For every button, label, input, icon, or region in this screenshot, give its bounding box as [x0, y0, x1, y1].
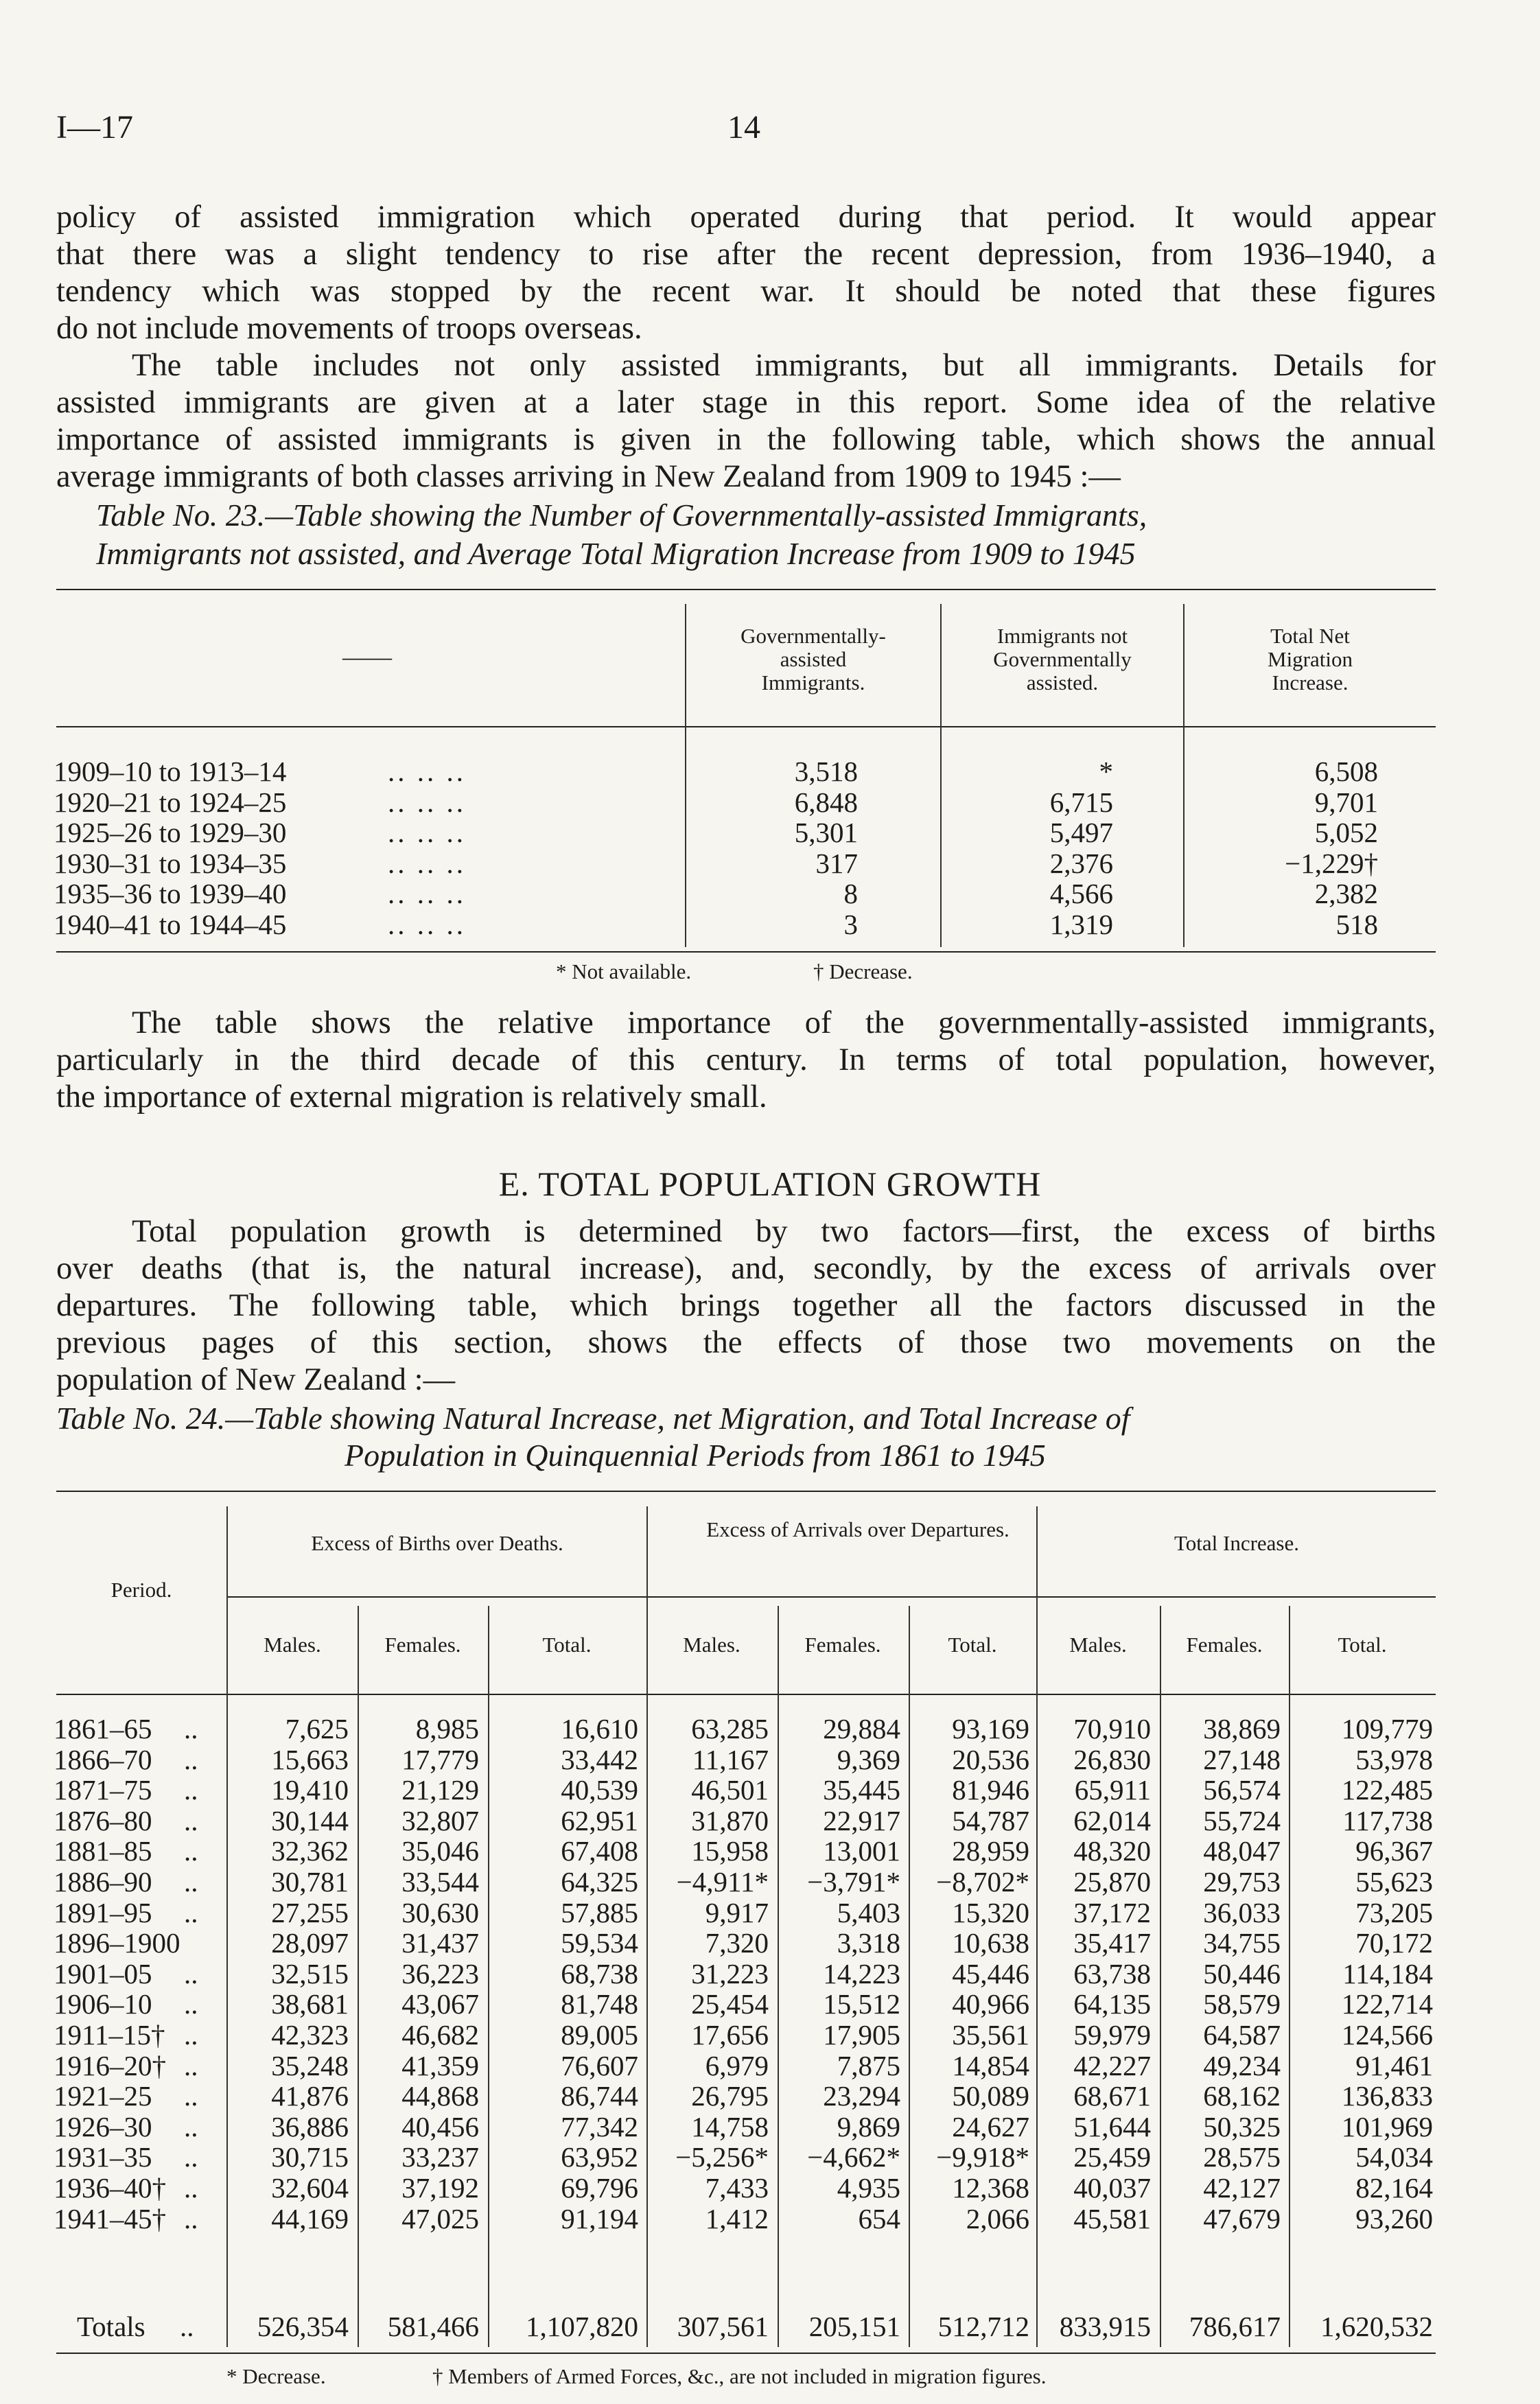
cell-assisted: 3: [843, 908, 858, 940]
table-cell: 76,607: [561, 2049, 638, 2081]
table-cell: 55,724: [1203, 1804, 1281, 1836]
table-cell: 23,294: [823, 2080, 900, 2112]
sub-header: Females.: [384, 1633, 461, 1657]
column-divider: [488, 1606, 489, 2347]
table-cell: 45,446: [952, 1957, 1029, 1989]
table-cell: 114,184: [1342, 1957, 1433, 1989]
table-cell: 36,033: [1203, 1896, 1281, 1928]
cell-net-increase: 9,701: [1314, 786, 1378, 818]
table-cell: 27,148: [1203, 1743, 1281, 1775]
table-rule: [56, 589, 1436, 590]
table-cell: 37,172: [1073, 1896, 1151, 1928]
table-cell: 26,795: [691, 2080, 769, 2112]
paragraph-1: [56, 199, 1436, 347]
table-23-caption: Table No. 23.—Table showing the Number of Governmentally-assisted Immigrants,: [96, 498, 1147, 533]
text-line: do not include movements of troops overseas.: [56, 311, 642, 346]
row-period: 1861–65: [54, 1713, 152, 1744]
table-cell: −4,911*: [676, 1866, 769, 1898]
table-cell: 38,681: [271, 1988, 349, 2020]
footnote-decrease: * Decrease.: [226, 2364, 326, 2388]
row-period: 1886–90: [54, 1866, 152, 1898]
table-cell: 9,369: [837, 1743, 900, 1775]
table-cell: 30,630: [401, 1896, 479, 1928]
sub-header: Total.: [1338, 1633, 1387, 1657]
table-cell: 37,192: [401, 2172, 479, 2204]
header-line: assisted: [780, 647, 847, 671]
column-header-net-migration: [1185, 625, 1436, 695]
table-cell: 86,744: [561, 2080, 638, 2112]
row-period: 1940–41 to 1944–45: [54, 908, 287, 940]
table-cell: 53,978: [1355, 1743, 1433, 1775]
table-rule: [226, 1596, 1436, 1598]
table-cell: 34,755: [1203, 1927, 1281, 1959]
cell-net-increase: −1,229†: [1285, 847, 1378, 879]
row-leader: ..: [184, 2049, 198, 2081]
table-cell: 786,617: [1189, 2311, 1281, 2342]
table-cell: 28,959: [952, 1835, 1029, 1867]
row-leader: .. .. ..: [388, 786, 466, 818]
table-cell: 526,354: [257, 2311, 349, 2342]
table-cell: 21,129: [401, 1774, 479, 1806]
table-cell: 41,876: [271, 2080, 349, 2112]
table-cell: 47,679: [1203, 2202, 1281, 2234]
table-cell: 25,459: [1073, 2141, 1151, 2173]
table-cell: 14,758: [691, 2110, 769, 2143]
table-cell: 81,748: [561, 1988, 638, 2020]
row-leader: ..: [184, 1866, 198, 1898]
text-line: the importance of external migration is relatively small.: [56, 1080, 767, 1115]
table-cell: 28,097: [271, 1927, 349, 1959]
header-line: Immigrants.: [761, 670, 865, 695]
row-leader: ..: [184, 2019, 198, 2051]
table-cell: 117,738: [1342, 1804, 1433, 1836]
table-cell: 24,627: [952, 2110, 1029, 2143]
text-line: average immigrants of both classes arriving in New Zealand from 1909 to 1945 :—: [56, 459, 1121, 494]
table-cell: 40,456: [401, 2110, 479, 2143]
table-24-caption-line2: Population in Quinquennial Periods from 1861 to 1945: [345, 1438, 1046, 1473]
table-cell: 41,359: [401, 2049, 479, 2081]
table-cell: 47,025: [401, 2202, 479, 2234]
sub-header: Total.: [948, 1633, 997, 1657]
table-cell: 33,442: [561, 1743, 638, 1775]
cell-not-assisted: 5,497: [1049, 817, 1113, 848]
table-cell: 3,318: [837, 1927, 900, 1959]
table-cell: 25,870: [1073, 1866, 1151, 1898]
table-cell: 62,014: [1073, 1804, 1151, 1836]
row-leader: ..: [184, 1988, 198, 2020]
table-cell: −8,702*: [936, 1866, 1029, 1898]
table-cell: 7,625: [285, 1713, 349, 1744]
table-cell: 28,575: [1203, 2141, 1281, 2173]
table-cell: 64,325: [561, 1866, 638, 1898]
table-cell: 5,403: [837, 1896, 900, 1928]
table-cell: 109,779: [1341, 1713, 1433, 1744]
table-cell: 59,979: [1073, 2019, 1151, 2051]
column-divider: [1289, 1606, 1290, 2347]
table-cell: 1,620,532: [1320, 2311, 1433, 2342]
table-cell: 6,979: [705, 2049, 769, 2081]
table-cell: 46,501: [691, 1774, 769, 1806]
table-cell: 40,037: [1073, 2172, 1151, 2204]
row-period: 1881–85: [54, 1835, 152, 1867]
table-cell: 15,512: [823, 1988, 900, 2020]
table-cell: 58,579: [1203, 1988, 1281, 2020]
text-line: departures. The following table, which brings together all the factors discussed in the: [56, 1288, 1436, 1323]
sub-header: Females.: [1186, 1633, 1263, 1657]
table-cell: 15,958: [691, 1835, 769, 1867]
table-cell: 63,738: [1073, 1957, 1151, 1989]
table-cell: 29,884: [823, 1713, 900, 1744]
row-leader: ..: [184, 1743, 198, 1775]
table-cell: 16,610: [561, 1713, 638, 1744]
text-line: particularly in the third decade of this century. In terms of total population, however,: [56, 1042, 1436, 1077]
cell-net-increase: 2,382: [1314, 878, 1378, 909]
table-cell: 46,682: [401, 2019, 479, 2051]
table-cell: 122,714: [1341, 1988, 1433, 2020]
row-period: 1930–31 to 1934–35: [54, 847, 287, 879]
table-cell: 40,539: [561, 1774, 638, 1806]
table-cell: 31,437: [401, 1927, 479, 1959]
row-period: 1896–1900: [54, 1927, 180, 1959]
table-cell: 57,885: [561, 1896, 638, 1928]
table-cell: 581,466: [387, 2311, 479, 2342]
row-period: 1909–10 to 1913–14: [54, 756, 287, 787]
table-cell: 96,367: [1355, 1835, 1433, 1867]
table-cell: 35,445: [823, 1774, 900, 1806]
blank-header: ——: [342, 643, 392, 670]
header-line: Governmentally: [993, 647, 1132, 671]
page-number: 14: [727, 109, 760, 145]
table-cell: 38,869: [1203, 1713, 1281, 1744]
row-leader: ..: [184, 2172, 198, 2204]
table-cell: 1,107,820: [526, 2311, 638, 2342]
table-cell: 35,046: [401, 1835, 479, 1867]
row-period: 1920–21 to 1924–25: [54, 786, 287, 818]
table-cell: 27,255: [271, 1896, 349, 1928]
table-cell: 307,561: [677, 2311, 769, 2342]
table-cell: 833,915: [1059, 2311, 1151, 2342]
row-leader: ..: [180, 2311, 194, 2342]
table-cell: 36,223: [401, 1957, 479, 1989]
row-period: 1936–40†: [54, 2172, 166, 2204]
cell-assisted: 6,848: [794, 786, 858, 818]
table-cell: 56,574: [1203, 1774, 1281, 1806]
sub-header: Total.: [542, 1633, 592, 1657]
table-cell: 68,738: [561, 1957, 638, 1989]
table-cell: 30,781: [271, 1866, 349, 1898]
sub-header: Males.: [683, 1633, 740, 1657]
table-cell: 36,886: [271, 2110, 349, 2143]
table-cell: 81,946: [952, 1774, 1029, 1806]
table-cell: 9,869: [837, 2110, 900, 2143]
table-cell: 45,581: [1073, 2202, 1151, 2234]
row-leader: ..: [184, 1774, 198, 1806]
cell-assisted: 317: [815, 847, 858, 879]
table-cell: 50,446: [1203, 1957, 1281, 1989]
row-period: 1916–20†: [54, 2049, 166, 2081]
table-23-caption-line2: Immigrants not assisted, and Average Total Migration Increase from 1909 to 1945: [96, 536, 1136, 571]
sub-header: Males.: [264, 1633, 321, 1657]
group-header-net-migration: Excess of Arrivals over Departures.: [706, 1517, 1010, 1541]
table-cell: 51,644: [1073, 2110, 1151, 2143]
table-cell: 93,260: [1355, 2202, 1433, 2234]
table-cell: 63,952: [561, 2141, 638, 2173]
table-cell: 77,342: [561, 2110, 638, 2143]
table-cell: 49,234: [1203, 2049, 1281, 2081]
table-cell: 101,969: [1341, 2110, 1433, 2143]
row-period: 1925–26 to 1929–30: [54, 817, 287, 848]
table-cell: 50,325: [1203, 2110, 1281, 2143]
row-period: 1941–45†: [54, 2202, 166, 2234]
row-leader: ..: [184, 2110, 198, 2143]
table-cell: 91,194: [561, 2202, 638, 2234]
row-period: 1901–05: [54, 1957, 152, 1989]
table-cell: 93,169: [952, 1713, 1029, 1744]
table-cell: 35,561: [952, 2019, 1029, 2051]
document-reference: I—17: [56, 109, 133, 145]
row-period: 1911–15†: [54, 2019, 165, 2051]
table-cell: 10,638: [952, 1927, 1029, 1959]
table-cell: −5,256*: [675, 2141, 769, 2173]
table-cell: 17,779: [401, 1743, 479, 1775]
row-leader: ..: [184, 2080, 198, 2112]
header-line: Governmentally-: [740, 624, 886, 648]
period-header: Period.: [110, 1578, 172, 1602]
table-cell: 42,127: [1203, 2172, 1281, 2204]
table-cell: 205,151: [808, 2311, 900, 2342]
table-cell: 44,868: [401, 2080, 479, 2112]
row-leader: .. .. ..: [388, 847, 466, 879]
footnote-not-available: * Not available.: [556, 959, 692, 983]
table-cell: −9,918*: [936, 2141, 1029, 2173]
row-leader: .. .. ..: [388, 908, 466, 940]
table-cell: 54,034: [1355, 2141, 1433, 2173]
row-period: 1931–35: [54, 2141, 152, 2173]
table-cell: 67,408: [561, 1835, 638, 1867]
footnote-armed-forces: † Members of Armed Forces, &c., are not included in migration figures.: [432, 2364, 1047, 2388]
table-cell: 48,047: [1203, 1835, 1281, 1867]
table-cell: 7,875: [837, 2049, 900, 2081]
group-header-natural-increase: Excess of Births over Deaths.: [311, 1531, 563, 1555]
table-cell: 32,362: [271, 1835, 349, 1867]
table-cell: 654: [858, 2202, 900, 2234]
text-line: The table shows the relative importance of the governmentally-assisted immigrants,: [132, 1005, 1436, 1040]
row-leader: ..: [184, 2202, 198, 2234]
table-cell: 8,985: [415, 1713, 479, 1744]
paragraph-3: [56, 1005, 1436, 1116]
table-cell: 15,663: [271, 1743, 349, 1775]
table-cell: 48,320: [1073, 1835, 1151, 1867]
table-cell: 512,712: [937, 2311, 1029, 2342]
table-cell: 55,623: [1355, 1866, 1433, 1898]
row-leader: .. .. ..: [388, 878, 466, 909]
table-cell: 64,135: [1073, 1988, 1151, 2020]
totals-label: Totals: [77, 2311, 145, 2342]
table-cell: 82,164: [1355, 2172, 1433, 2204]
table-cell: 4,935: [837, 2172, 900, 2204]
table-cell: 14,854: [952, 2049, 1029, 2081]
table-rule: [56, 951, 1436, 953]
cell-not-assisted: 6,715: [1049, 786, 1113, 818]
table-cell: 14,223: [823, 1957, 900, 1989]
table-cell: 22,917: [823, 1804, 900, 1836]
table-cell: 13,001: [823, 1835, 900, 1867]
text-line: population of New Zealand :—: [56, 1362, 456, 1397]
table-cell: 91,461: [1355, 2049, 1433, 2081]
table-rule: [56, 2353, 1436, 2354]
row-leader: .. .. ..: [388, 756, 466, 787]
table-cell: 70,172: [1355, 1927, 1433, 1959]
header-line: Migration: [1268, 647, 1353, 671]
table-cell: 64,587: [1203, 2019, 1281, 2051]
table-cell: 9,917: [705, 1896, 769, 1928]
row-leader: ..: [184, 1957, 198, 1989]
cell-assisted: 3,518: [794, 756, 858, 787]
table-cell: 124,566: [1341, 2019, 1433, 2051]
cell-assisted: 5,301: [794, 817, 858, 848]
table-cell: 29,753: [1203, 1866, 1281, 1898]
table-cell: 35,417: [1073, 1927, 1151, 1959]
table-rule: [56, 1491, 1436, 1492]
row-period: 1866–70: [54, 1743, 152, 1775]
cell-net-increase: 518: [1335, 908, 1378, 940]
paragraph-2: [56, 347, 1436, 495]
cell-not-assisted: *: [1099, 756, 1113, 787]
table-cell: 54,787: [952, 1804, 1029, 1836]
table-cell: 31,223: [691, 1957, 769, 1989]
row-period: 1891–95: [54, 1896, 152, 1928]
paragraph-4: [56, 1213, 1436, 1399]
table-cell: 122,485: [1341, 1774, 1433, 1806]
table-cell: 59,534: [561, 1927, 638, 1959]
text-line: Total population growth is determined by two factors—first, the excess of births: [132, 1214, 1436, 1249]
sub-header: Females.: [804, 1633, 881, 1657]
row-leader: ..: [184, 1896, 198, 1928]
table-cell: 31,870: [691, 1804, 769, 1836]
table-cell: 17,656: [691, 2019, 769, 2051]
row-period: 1921–25: [54, 2080, 152, 2112]
row-leader: ..: [184, 1804, 198, 1836]
table-cell: 32,515: [271, 1957, 349, 1989]
table-24-caption: Table No. 24.—Table showing Natural Increase, net Migration, and Total Increase of: [56, 1401, 1130, 1436]
row-period: 1876–80: [54, 1804, 152, 1836]
text-line: that there was a slight tendency to rise after the recent depression, from 1936–1940, a: [56, 237, 1436, 272]
table-cell: 35,248: [271, 2049, 349, 2081]
text-line: The table includes not only assisted immigrants, but all immigrants. Details for: [132, 348, 1436, 383]
text-line: importance of assisted immigrants is given in the following table, which shows the annual: [56, 422, 1436, 457]
cell-assisted: 8: [843, 878, 858, 909]
table-cell: 65,911: [1074, 1774, 1151, 1806]
row-period: 1926–30: [54, 2110, 152, 2143]
row-leader: .. .. ..: [388, 817, 466, 848]
table-cell: 50,089: [952, 2080, 1029, 2112]
footnote-decrease: † Decrease.: [813, 959, 913, 983]
row-leader: ..: [184, 1835, 198, 1867]
table-cell: 25,454: [691, 1988, 769, 2020]
table-cell: 15,320: [952, 1896, 1029, 1928]
table-cell: 33,237: [401, 2141, 479, 2173]
table-cell: 30,715: [271, 2141, 349, 2173]
table-cell: 68,162: [1203, 2080, 1281, 2112]
table-cell: 33,544: [401, 1866, 479, 1898]
table-cell: 32,604: [271, 2172, 349, 2204]
table-cell: 7,320: [705, 1927, 769, 1959]
table-cell: 42,323: [271, 2019, 349, 2051]
text-line: policy of assisted immigration which operated during that period. It would appear: [56, 200, 1436, 235]
cell-not-assisted: 4,566: [1049, 878, 1113, 909]
table-cell: 89,005: [561, 2019, 638, 2051]
table-cell: 30,144: [271, 1804, 349, 1836]
table-cell: 32,807: [401, 1804, 479, 1836]
table-cell: 40,966: [952, 1988, 1029, 2020]
row-leader: ..: [184, 1713, 198, 1744]
table-cell: 136,833: [1341, 2080, 1433, 2112]
table-cell: 69,796: [561, 2172, 638, 2204]
table-cell: 42,227: [1073, 2049, 1151, 2081]
column-header-assisted: [686, 625, 940, 695]
header-line: assisted.: [1026, 670, 1099, 695]
table-cell: 19,410: [271, 1774, 349, 1806]
text-line: tendency which was stopped by the recent war. It should be noted that these figures: [56, 274, 1436, 309]
table-cell: 62,951: [561, 1804, 638, 1836]
table-cell: 17,905: [823, 2019, 900, 2051]
cell-not-assisted: 2,376: [1049, 847, 1113, 879]
header-line: Increase.: [1272, 670, 1349, 695]
table-cell: 63,285: [691, 1713, 769, 1744]
sub-header: Males.: [1069, 1633, 1127, 1657]
table-cell: 73,205: [1355, 1896, 1433, 1928]
header-line: Immigrants not: [996, 624, 1128, 648]
section-heading: E. TOTAL POPULATION GROWTH: [498, 1165, 1042, 1203]
table-cell: 12,368: [952, 2172, 1029, 2204]
text-line: previous pages of this section, shows the effects of those two movements on the: [56, 1325, 1436, 1360]
table-cell: 26,830: [1073, 1743, 1151, 1775]
row-period: 1906–10: [54, 1988, 152, 2020]
table-rule: [56, 1694, 1436, 1695]
cell-net-increase: 6,508: [1314, 756, 1378, 787]
row-period: 1935–36 to 1939–40: [54, 878, 287, 909]
table-cell: 44,169: [271, 2202, 349, 2234]
table-cell: 20,536: [952, 1743, 1029, 1775]
table-cell: −4,662*: [807, 2141, 900, 2173]
column-header-not-assisted: [942, 625, 1183, 695]
table-cell: 70,910: [1073, 1713, 1151, 1744]
group-header-total-increase: Total Increase.: [1174, 1531, 1299, 1555]
text-line: assisted immigrants are given at a later stage in this report. Some idea of the relative: [56, 385, 1436, 420]
row-leader: ..: [184, 2141, 198, 2173]
row-period: 1871–75: [54, 1774, 152, 1806]
table-rule: [56, 726, 1436, 727]
table-cell: 68,671: [1073, 2080, 1151, 2112]
header-line: Total Net: [1270, 624, 1350, 648]
table-cell: 43,067: [401, 1988, 479, 2020]
table-cell: −3,791*: [807, 1866, 900, 1898]
table-cell: 2,066: [966, 2202, 1029, 2234]
table-cell: 11,167: [692, 1743, 769, 1775]
cell-not-assisted: 1,319: [1049, 908, 1113, 940]
text-line: over deaths (that is, the natural increase), and, secondly, by the excess of arrivals over: [56, 1251, 1436, 1286]
table-cell: 1,412: [705, 2202, 769, 2234]
table-cell: 7,433: [705, 2172, 769, 2204]
cell-net-increase: 5,052: [1314, 817, 1378, 848]
